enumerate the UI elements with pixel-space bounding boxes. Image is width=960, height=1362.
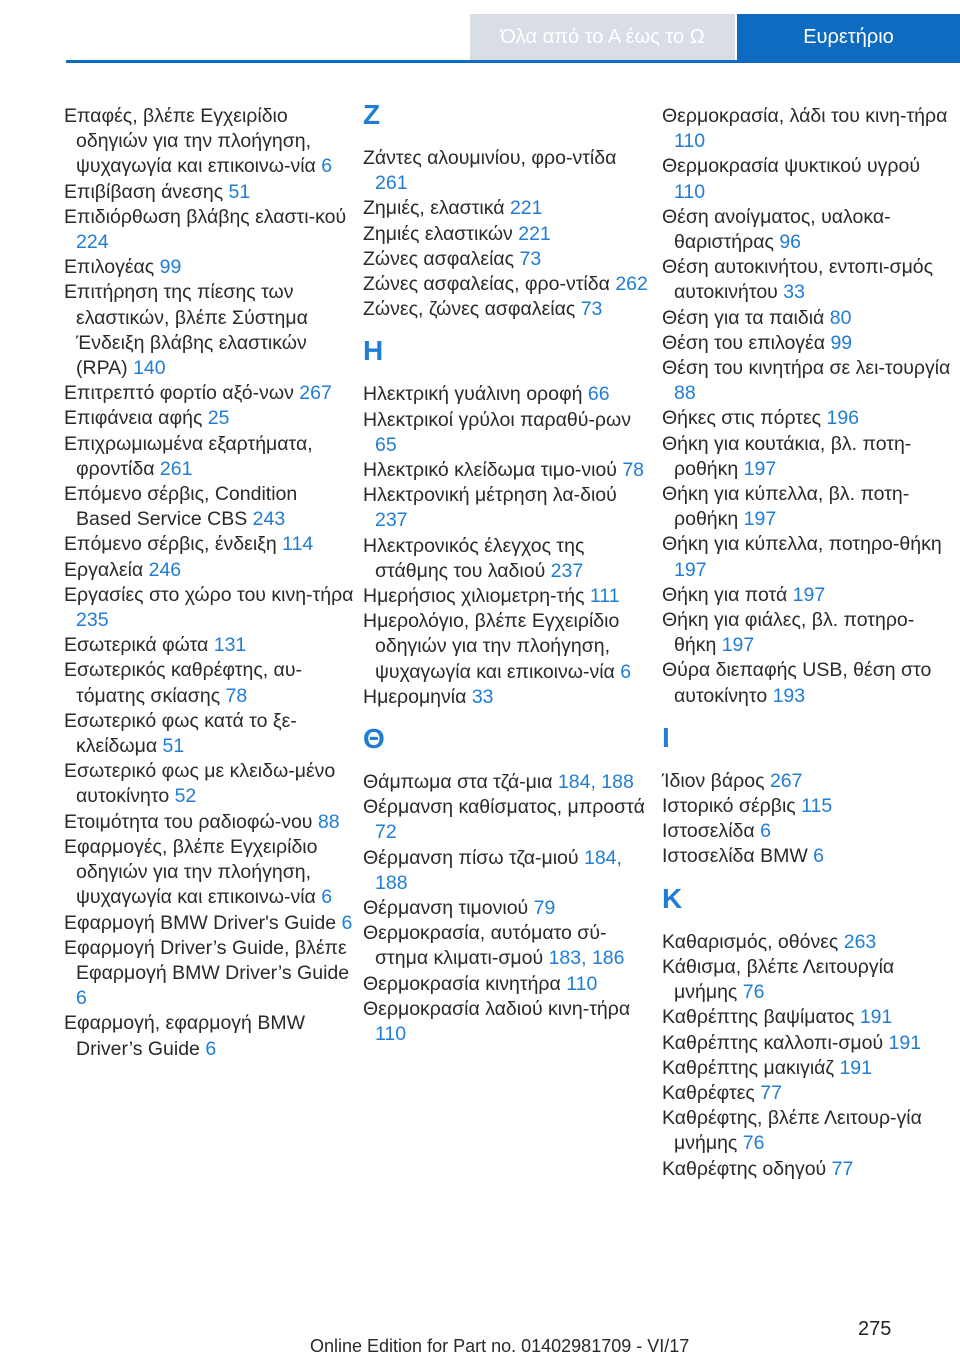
index-page-link[interactable]: 183, 186 (548, 947, 625, 970)
index-page-link[interactable]: 221 (509, 197, 543, 220)
index-page-link[interactable]: 77 (831, 1157, 854, 1180)
index-page-link[interactable]: 6 (321, 886, 333, 909)
page-header (0, 0, 960, 64)
index-page-link[interactable]: 6 (205, 1037, 217, 1060)
index-page-link[interactable]: 77 (760, 1081, 782, 1104)
index-entry (64, 583, 354, 633)
index-entry-term: Ζάντες αλουμινίου, φρο-ντίδα (363, 147, 617, 169)
index-page-link[interactable]: 110 (674, 180, 706, 203)
page-number: 275 (858, 1318, 892, 1340)
index-entry-term: Εσωτερικό φως με κλειδω-μένο αυτοκίνητο (64, 760, 336, 808)
index-page-link[interactable]: 262 (615, 273, 648, 296)
index-entry (64, 658, 354, 708)
index-page-link[interactable]: 88 (674, 382, 696, 405)
index-entry (64, 406, 354, 431)
index-entry-term: Εσωτερικά φώτα (64, 634, 214, 657)
index-entry (662, 1056, 952, 1081)
index-page-link[interactable]: 6 (760, 820, 771, 843)
index-page-link[interactable]: 51 (228, 180, 251, 203)
index-page-link[interactable]: 246 (148, 558, 182, 581)
section-title-tab[interactable]: Όλα από το Α έως το Ω (470, 14, 735, 60)
index-page-link[interactable]: 99 (830, 331, 853, 354)
index-page-link[interactable]: 6 (76, 987, 87, 1010)
index-page-link[interactable]: 78 (225, 684, 248, 707)
index-page-link[interactable]: 76 (742, 981, 765, 1004)
index-entry (363, 896, 653, 921)
index-entry-term: Θάμπωμα στα τζά-μια (363, 771, 558, 794)
index-entry (662, 532, 952, 582)
index-entry-term: Καθρέφτες (662, 1081, 761, 1104)
index-page-link[interactable]: 114 (282, 533, 314, 556)
index-page-link[interactable]: 261 (375, 172, 408, 195)
index-entry-term: Θήκη για κύπελλα, βλ. ποτη-ροθήκη (662, 483, 910, 531)
index-page-link[interactable]: 224 (76, 231, 109, 254)
index-page-link[interactable]: 243 (252, 508, 286, 531)
index-page-link[interactable]: 66 (587, 383, 610, 406)
index-entry-term: Επιλογέας (64, 256, 160, 279)
index-entry-term: Ηλεκτρικοί γρύλοι παραθύ-ρων (363, 408, 631, 431)
header-rule (66, 60, 960, 63)
index-letter-heading: K (662, 882, 683, 914)
index-entry (64, 482, 354, 532)
index-entry-term: Ζημιές ελαστικών (363, 222, 519, 245)
index-entry-term: Θερμοκρασία κινητήρα (363, 972, 567, 995)
index-entry-term: Εργασίες στο χώρο του κινη-τήρα (64, 583, 354, 606)
index-page-link[interactable]: 237 (375, 509, 408, 532)
index-entry-term: Καθρέπτης βαψίματος (662, 1006, 860, 1029)
index-entry (363, 247, 653, 272)
index-entry (363, 408, 653, 458)
index-entry-term: Θερμοκρασία ψυκτικού υγρού (662, 155, 921, 178)
index-entry (662, 608, 952, 658)
index-entry (64, 911, 354, 936)
index-entry-term: Ημερολόγιο, βλέπε Εγχειρίδιο οδηγιών για την πλοήγηση, ψυχαγωγία και επικοινω-νία (363, 610, 621, 683)
index-entry (662, 482, 952, 532)
index-page-link[interactable]: 33 (471, 685, 494, 708)
index-page-link[interactable]: 263 (843, 930, 877, 953)
index-page-link[interactable]: 221 (518, 222, 551, 245)
index-entry-term: Ίδιον βάρος (662, 769, 770, 792)
index-page-link[interactable]: 99 (159, 256, 182, 279)
index-page-link[interactable]: 191 (888, 1031, 922, 1054)
index-entry-term: Θέση για τα παιδιά (662, 306, 830, 329)
index-page-link[interactable]: 6 (321, 155, 333, 178)
index-page-link[interactable]: 237 (550, 559, 584, 582)
index-entry-term: Θέρμανση τιμονιού (363, 897, 534, 920)
index-letter-heading: H (363, 335, 384, 367)
index-entry (64, 709, 354, 759)
index-entry (363, 795, 653, 845)
index-entry (363, 534, 653, 584)
index-entry (64, 558, 354, 583)
index-entry (662, 769, 952, 794)
index-entry-term: Θήκη για ποτά (662, 583, 793, 606)
index-entry-term: Επαφές, βλέπε Εγχειρίδιο οδηγιών για την πλοήγηση, ψυχαγωγία και επικοινω-νία (64, 105, 322, 178)
index-entry-term: Ημερομηνία (363, 685, 472, 708)
index-entry (363, 458, 653, 483)
index-page-link[interactable]: 191 (859, 1006, 893, 1029)
index-page-link[interactable]: 6 (813, 845, 825, 868)
index-entry-term: Καθρέφτης οδηγού (662, 1157, 832, 1180)
index-page-link[interactable]: 79 (533, 897, 556, 920)
index-entry-term: Επόμενο σέρβις, Condition Based Service CBS (64, 483, 298, 531)
index-column-2 (363, 99, 653, 1047)
index-entry-term: Εσωτερικό φως κατά το ξε-κλείδωμα (64, 709, 297, 758)
index-entry (662, 819, 952, 844)
index-entry (363, 196, 653, 221)
index-page-link[interactable]: 6 (620, 660, 632, 683)
index-entry-term: Θήκη για κύπελλα, ποτηρο-θήκη (662, 533, 942, 556)
index-page-link[interactable]: 73 (519, 247, 542, 270)
index-entry (363, 146, 653, 196)
index-entry (662, 583, 952, 608)
index-page-link[interactable]: 197 (721, 634, 755, 657)
index-entry (363, 297, 653, 322)
index-page-link[interactable]: 115 (801, 795, 833, 818)
index-page-link[interactable]: 193 (772, 684, 806, 707)
index-entry (363, 997, 653, 1047)
index-entry (64, 432, 354, 482)
index-page-link[interactable]: 80 (829, 306, 852, 329)
index-entry (662, 432, 952, 482)
index-entry-term: Εσωτερικός καθρέφτης, αυ-τόματης σκίασης (64, 659, 302, 707)
index-entry (64, 381, 354, 406)
index-page-link[interactable]: 110 (674, 130, 706, 153)
index-entry (64, 835, 354, 911)
index-entry-term: Ετοιμότητα του ραδιοφώ-νου (64, 810, 318, 833)
index-entry-term: Θύρα διεπαφής USB, θέση στο αυτοκίνητο (662, 659, 932, 707)
index-page-link[interactable]: 110 (566, 972, 598, 995)
index-entry-term: Επιτρεπτό φορτίο αξό-νων (64, 382, 300, 405)
index-entry (662, 844, 952, 869)
index-entry (363, 972, 653, 997)
index-entry-term: Ζώνες ασφαλείας (363, 247, 520, 270)
index-entry (363, 483, 653, 533)
index-entry-term: Ζημιές, ελαστικά (363, 197, 510, 220)
index-page-link[interactable]: 267 (299, 382, 332, 405)
index-page-link[interactable]: 191 (839, 1056, 872, 1079)
index-entry-term: Επιβίβαση άνεσης (64, 180, 229, 203)
index-entry-term: Θέρμανση πίσω τζα-μιού (363, 846, 584, 869)
index-entry (662, 955, 952, 1005)
index-page-link[interactable]: 197 (674, 558, 707, 581)
index-entry (662, 1106, 952, 1156)
index-entry (64, 759, 354, 809)
index-entry-term: Εφαρμογή, εφαρμογή BMW Driver’s Guide (64, 1012, 305, 1060)
index-entry-term: Ζώνες ασφαλείας, φρο-ντίδα (363, 273, 616, 296)
index-page-link[interactable]: 76 (742, 1132, 765, 1155)
index-entry (64, 104, 354, 180)
index-entry (662, 658, 952, 708)
footer-edition: Online Edition for Part no. 01402981709 - VI/17 (310, 1336, 690, 1356)
index-entry (64, 532, 354, 557)
index-letter-heading: Z (363, 99, 381, 130)
index-letter-heading: I (662, 721, 670, 753)
index-page-link[interactable]: 184, 188 (375, 846, 622, 894)
index-entry (662, 255, 952, 305)
index-entry-term: Ηλεκτρικό κλείδωμα τιμο-νιού (363, 459, 623, 482)
index-page-link[interactable]: 140 (133, 357, 166, 380)
index-page-link[interactable]: 51 (162, 735, 185, 758)
index-entry (363, 846, 653, 896)
index-entry (662, 1031, 952, 1056)
index-entry-term: Ζώνες, ζώνες ασφαλείας (363, 298, 581, 321)
index-entry-term: Θήκη για κουτάκια, βλ. ποτη-ροθήκη (662, 432, 912, 480)
index-entry (363, 584, 653, 609)
index-entry (64, 180, 354, 205)
index-entry-term: Ηλεκτρική γυάλινη οροφή (363, 383, 588, 406)
index-entry-term: Επιφάνεια αφής (64, 407, 208, 430)
index-page-link[interactable]: 65 (375, 433, 397, 456)
index-entry (64, 936, 354, 1012)
index-entry-term: Θέση αυτοκινήτου, εντοπι-σμός αυτοκινήτου (662, 256, 934, 304)
index-entry (64, 810, 354, 835)
index-page-link[interactable]: 131 (213, 634, 247, 657)
index-letter-heading: Θ (363, 723, 385, 755)
index-entry (363, 382, 653, 407)
index-page-link[interactable]: 88 (317, 810, 340, 833)
index-entry-term: Καθρέφτης, βλέπε Λειτουρ-γία μνήμης (662, 1107, 922, 1155)
index-entry-term: Καθαρισμός, οθόνες (662, 930, 844, 953)
index-entry (64, 205, 354, 255)
index-page-link[interactable]: 196 (826, 407, 860, 430)
index-entry (662, 356, 952, 406)
index-entry-term: Εφαρμογές, βλέπε Εγχειρίδιο οδηγιών για την πλοήγηση, ψυχαγωγία και επικοινω-νία (64, 835, 322, 909)
index-entry (662, 104, 952, 154)
index-page-link[interactable]: 6 (341, 911, 353, 934)
index-page-link[interactable]: 72 (375, 821, 397, 844)
index-entry (363, 609, 653, 685)
index-entry (662, 794, 952, 819)
index-entry-term: Θέση του κινητήρα σε λει-τουργία (662, 357, 951, 380)
index-column-1 (64, 104, 354, 1062)
index-entry-term: Ιστοσελίδα (662, 820, 761, 843)
index-entry (662, 154, 952, 204)
index-entry-term: Επιδιόρθωση βλάβης ελαστι-κού (64, 205, 347, 228)
index-entry (662, 331, 952, 356)
index-entry (363, 921, 653, 971)
index-entry-term: Εργαλεία (64, 558, 149, 581)
index-entry-term: Καθρέπτης καλλοπι-σμού (662, 1031, 889, 1054)
index-page-link[interactable]: 267 (769, 769, 803, 792)
index-entry-term: Θέση του επιλογέα (662, 331, 831, 354)
index-page-link[interactable]: 197 (743, 508, 777, 531)
index-entry-term: Ιστοσελίδα BMW (662, 845, 814, 868)
index-entry (662, 205, 952, 255)
index-page-link[interactable]: 197 (792, 583, 826, 606)
index-entry (662, 406, 952, 431)
index-page-link[interactable]: 25 (207, 407, 230, 430)
index-entry (662, 1005, 952, 1030)
index-entry (662, 306, 952, 331)
index-entry (363, 685, 653, 710)
index-entry-term: Εφαρμογή BMW Driver's Guide (64, 911, 342, 934)
index-entry-term: Ημερήσιος χιλιομετρη-τής (363, 585, 590, 608)
index-entry (363, 770, 653, 795)
index-entry (662, 1081, 952, 1106)
index-entry-term: Εφαρμογή Driver’s Guide, βλέπε Εφαρμογή BMW Driver’s Guide (64, 936, 350, 984)
index-entry-term: Θέση ανοίγματος, υαλοκα-θαριστήρας (662, 205, 891, 254)
index-entry-term: Ιστορικό σέρβις (662, 795, 802, 818)
index-page-link[interactable]: 33 (783, 281, 805, 304)
index-entry (64, 633, 354, 658)
index-entry (64, 1011, 354, 1061)
index-page-link[interactable]: 52 (174, 785, 197, 808)
index-entry-term: Θερμοκρασία λαδιού κινη-τήρα (363, 997, 631, 1020)
index-page-link[interactable]: 235 (76, 609, 109, 632)
index-entry-term: Κάθισμα, βλέπε Λειτουργία μνήμης (662, 955, 895, 1004)
index-page-link[interactable]: 197 (743, 457, 777, 480)
index-entry (363, 222, 653, 247)
index-entry (64, 255, 354, 280)
index-entry-term: Θερμοκρασία, αυτόματο σύ-στημα κλιματι-σμού (363, 922, 607, 970)
index-entry (64, 280, 354, 381)
index-entry (662, 930, 952, 955)
index-page-link[interactable]: 111 (589, 585, 620, 608)
index-page-link[interactable]: 73 (580, 298, 603, 321)
index-column-3 (662, 104, 952, 1182)
index-page-link[interactable]: 78 (622, 459, 645, 482)
index-page-link[interactable]: 261 (159, 457, 193, 480)
index-entry-term: Θήκες στις πόρτες (662, 407, 827, 430)
index-tab[interactable]: Ευρετήριο (737, 14, 960, 60)
index-page-link[interactable]: 110 (375, 1023, 407, 1046)
index-page-link[interactable]: 96 (779, 231, 802, 254)
index-entry-term: Επιχρωμιωμένα εξαρτήματα, φροντίδα (64, 432, 313, 480)
index-entry (363, 272, 653, 297)
index-entry-term: Ηλεκτρονική μέτρηση λα-διού (363, 484, 617, 507)
index-entry-term: Θήκη για φιάλες, βλ. ποτηρο-θήκη (662, 609, 915, 657)
index-entry-term: Επιτήρηση της πίεσης των ελαστικών, βλέπε Σύστημα Ένδειξη βλάβης ελαστικών (RPA) (64, 281, 308, 380)
index-entry-term: Θέρμανση καθίσματος, μπροστά (363, 796, 645, 819)
index-entry-term: Θερμοκρασία, λάδι του κινη-τήρα (662, 105, 948, 127)
index-entry (662, 1157, 952, 1182)
index-page-link[interactable]: 184, 188 (557, 771, 634, 794)
index-entry-term: Επόμενο σέρβις, ένδειξη (64, 533, 283, 556)
index-entry-term: Καθρέπτης μακιγιάζ (662, 1056, 840, 1079)
index-entry-term: Ηλεκτρονικός έλεγχος της στάθμης του λαδιού (363, 534, 585, 582)
